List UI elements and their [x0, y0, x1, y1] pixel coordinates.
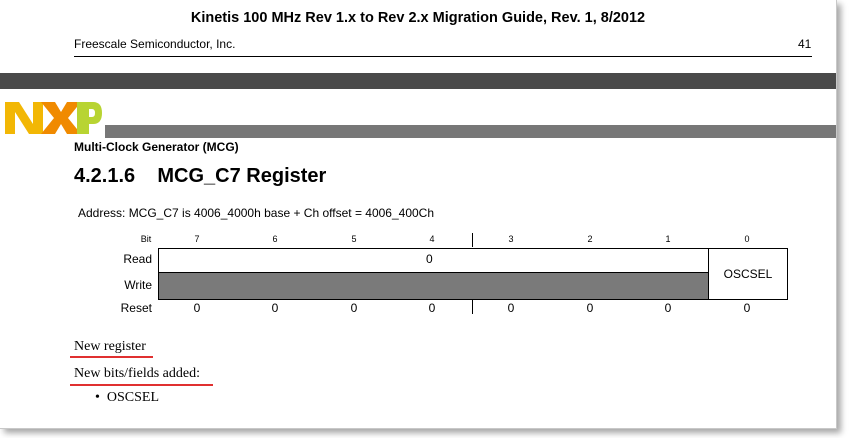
reset-value: 0: [428, 301, 436, 315]
reset-value: 0: [193, 301, 201, 315]
bit-number: 5: [351, 234, 357, 244]
oscsel-field: [708, 248, 788, 300]
reset-value: 0: [743, 301, 751, 315]
note-new-fields: New bits/fields added:: [74, 366, 200, 381]
bit-number: 0: [744, 234, 750, 244]
row-label-reset: Reset: [120, 301, 152, 315]
red-underline: [70, 384, 213, 386]
reset-value: 0: [507, 301, 515, 315]
reset-value: 0: [271, 301, 279, 315]
gray-band: [105, 125, 836, 138]
bit-number: 3: [508, 234, 514, 244]
register-title: 4.2.1.6 MCG_C7 Register: [74, 165, 327, 187]
document-title: Kinetis 100 MHz Rev 1.x to Rev 2.x Migration Guide, Rev. 1, 8/2012: [190, 10, 646, 26]
oscsel-label: OSCSEL: [723, 267, 773, 281]
note-new-register: New register: [74, 339, 146, 354]
bit-number: 4: [429, 234, 435, 244]
bit-number: 2: [587, 234, 593, 244]
bit-label: Bit: [140, 234, 152, 244]
reset-value: 0: [664, 301, 672, 315]
row-label-write: Write: [124, 278, 152, 292]
register-address: Address: MCG_C7 is 4006_4000h base + Ch offset = 4006_400Ch: [78, 206, 435, 220]
read-field-reserved: [158, 248, 710, 272]
bullet-item: • OSCSEL: [95, 390, 160, 405]
reset-value: 0: [350, 301, 358, 315]
write-field-reserved: [158, 272, 710, 300]
read-value: 0: [426, 252, 433, 266]
row-label-read: Read: [123, 252, 152, 266]
company-name: Freescale Semiconductor, Inc.: [74, 37, 236, 51]
header-rule: [74, 56, 812, 57]
dark-band: [0, 73, 836, 89]
nxp-logo: [3, 96, 103, 140]
section-name: Multi-Clock Generator (MCG): [74, 140, 239, 154]
bullet-text: OSCSEL: [106, 390, 160, 405]
nibble-divider: [472, 233, 473, 247]
reset-value: 0: [586, 301, 594, 315]
bit-number: 1: [665, 234, 671, 244]
bit-number: 7: [194, 234, 200, 244]
bit-number: 6: [272, 234, 278, 244]
red-underline: [70, 356, 153, 358]
page-number: 41: [798, 37, 812, 51]
nibble-divider: [472, 300, 473, 314]
